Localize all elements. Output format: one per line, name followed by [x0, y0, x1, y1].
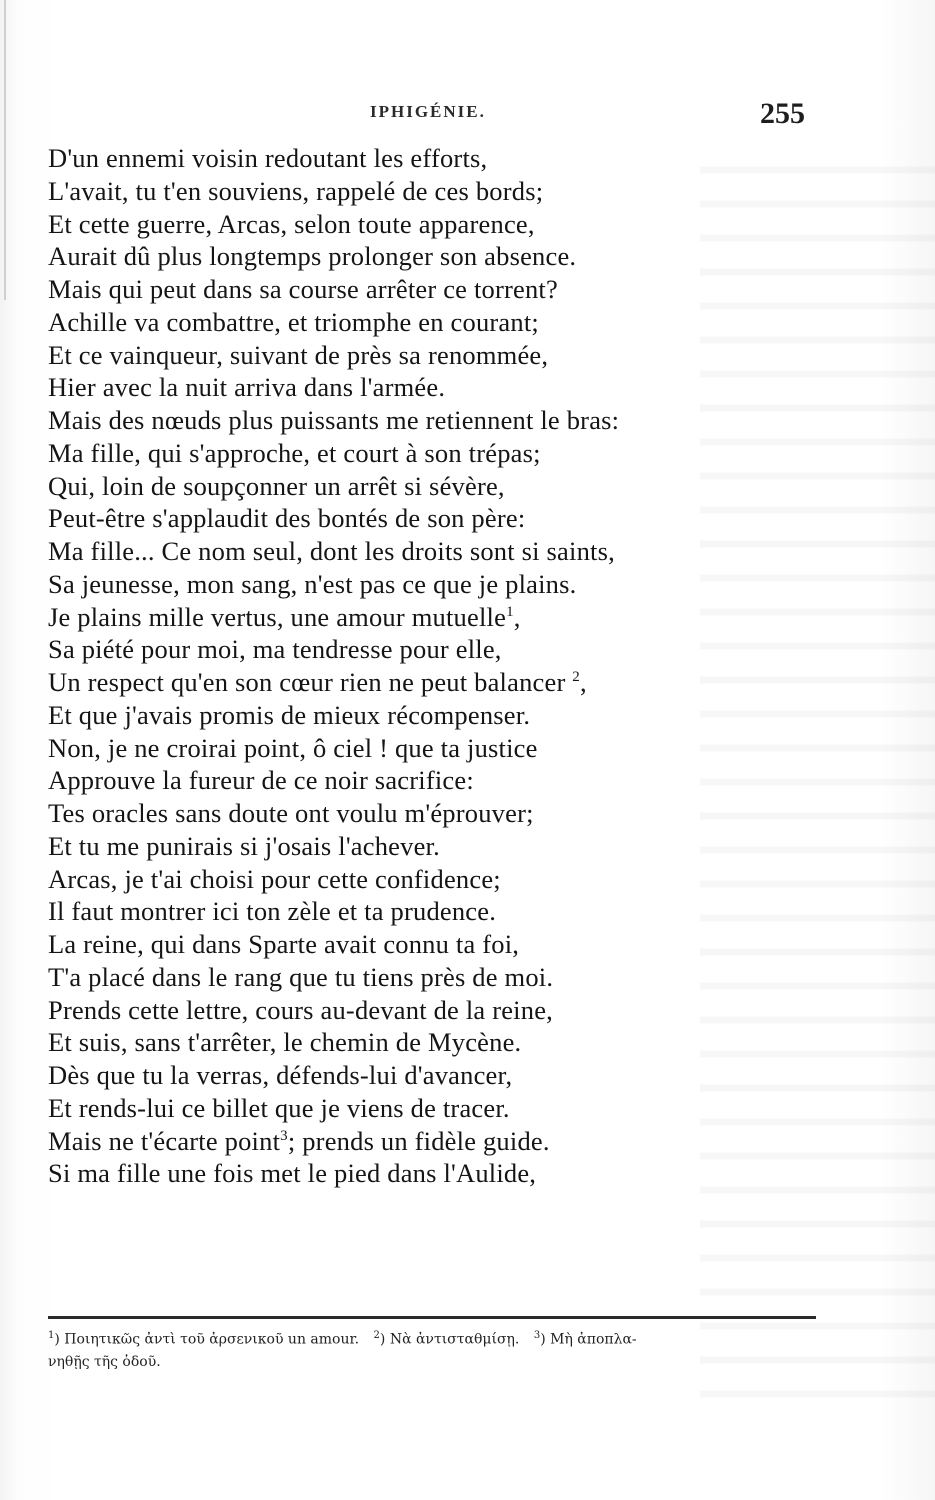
- verse-line: La reine, qui dans Sparte avait connu ta foi,: [48, 929, 520, 959]
- verse-line: Et suis, sans t'arrêter, le chemin de Mycène.: [48, 1027, 522, 1058]
- footnote-text: Νὰ ἀντισταθμίσῃ.: [389, 1331, 520, 1348]
- page-gutter-edge: [4, 0, 6, 300]
- verse-line: Sa piété pour moi, ma tendresse pour elle,: [48, 634, 502, 665]
- verse-line: Dès que tu la verras, défends-lui d'avancer,: [48, 1060, 513, 1090]
- verse-line: Sa jeunesse, mon sang, n'est pas ce que je plains.: [48, 568, 577, 599]
- verse-line: Et que j'avais promis de mieux récompenser.: [48, 699, 531, 730]
- verse-line: Et tu me punirais si j'osais l'achever.: [48, 830, 440, 861]
- page-number: 255: [760, 97, 805, 130]
- verse-line: Hier avec la nuit arriva dans l'armée.: [48, 372, 446, 403]
- verse-line: Un respect qu'en son cœur rien ne peut balancer $^2$,: [48, 667, 587, 697]
- footnote-line: [48, 1351, 818, 1373]
- verse-block: [48, 142, 828, 1190]
- footnote-ref: 2: [572, 669, 580, 686]
- footnote-text: Ποιητικῶς ἀντὶ τοῦ ἀρσενικοῦ un amour.: [64, 1331, 360, 1348]
- verse-line: Et ce vainqueur, suivant de près sa renommée,: [48, 339, 549, 370]
- footnote-line: $^1$) Ποιητικῶς ἀντὶ τοῦ ἀρσενικοῦ un amour. $^2$) Νὰ ἀντισταθμίσῃ. $^3$) Μὴ ἀποπλα-: [48, 1330, 637, 1348]
- verse-line: Mais ne t'écarte point$^3$; prends un fidèle guide.: [48, 1125, 550, 1156]
- verse-line: T'a placé dans le rang que tu tiens près de moi.: [48, 961, 554, 992]
- footnote-ref: 1: [506, 603, 514, 620]
- footnote-mark: 1: [48, 1330, 55, 1341]
- verse-line: Arcas, je t'ai choisi pour cette confidence;: [48, 863, 501, 894]
- verse-line: Je plains mille vertus, une amour mutuelle$^1$,: [48, 601, 521, 632]
- verse-line: Ma fille, qui s'approche, et court à son trépas;: [48, 437, 541, 468]
- verse-line: Il faut montrer ici ton zèle et ta prudence.: [48, 896, 497, 927]
- footnote-ref: 3: [280, 1127, 288, 1144]
- verse-line: Approuve la fureur de ce noir sacrifice:: [48, 765, 474, 796]
- footnote-mark: 3: [533, 1330, 541, 1341]
- verse-line: Non, je ne croirai point, ô ciel ! que ta justice: [48, 732, 538, 763]
- footnote-text: νηθῇς τῆς ὁδοῦ.: [48, 1353, 161, 1370]
- verse-line: Aurait dû plus longtemps prolonger son absence.: [48, 241, 577, 272]
- verse-line: Si ma fille une fois met le pied dans l'Aulide,: [48, 1158, 537, 1189]
- verse-line: Et rends-lui ce billet que je viens de tracer.: [48, 1092, 510, 1123]
- footnote-divider: [48, 1316, 816, 1319]
- running-title: IPHIGÉNIE.: [370, 102, 486, 121]
- verse-line: Achille va combattre, et triomphe en courant;: [48, 306, 539, 337]
- verse-line: Qui, loin de soupçonner un arrêt si sévère,: [48, 470, 505, 501]
- verse-line: Et cette guerre, Arcas, selon toute apparence,: [48, 208, 535, 239]
- footnote-text: Μὴ ἀποπλα-: [550, 1331, 637, 1348]
- footnote-mark: 2: [373, 1330, 380, 1341]
- verse-line: D'un ennemi voisin redoutant les efforts,: [48, 143, 488, 173]
- footnotes: [48, 1325, 818, 1373]
- verse-line: Mais des nœuds plus puissants me retiennent le bras:: [48, 405, 620, 435]
- verse-line: Mais qui peut dans sa course arrêter ce torrent?: [48, 274, 558, 304]
- verse-line: Tes oracles sans doute ont voulu m'éprouver;: [48, 798, 534, 828]
- verse-line: Peut-être s'applaudit des bontés de son père:: [48, 503, 526, 534]
- verse-line: L'avait, tu t'en souviens, rappelé de ces bords;: [48, 175, 544, 206]
- verse-line: Prends cette lettre, cours au-devant de la reine,: [48, 994, 553, 1025]
- verse-line: Ma fille... Ce nom seul, dont les droits sont si saints,: [48, 536, 615, 566]
